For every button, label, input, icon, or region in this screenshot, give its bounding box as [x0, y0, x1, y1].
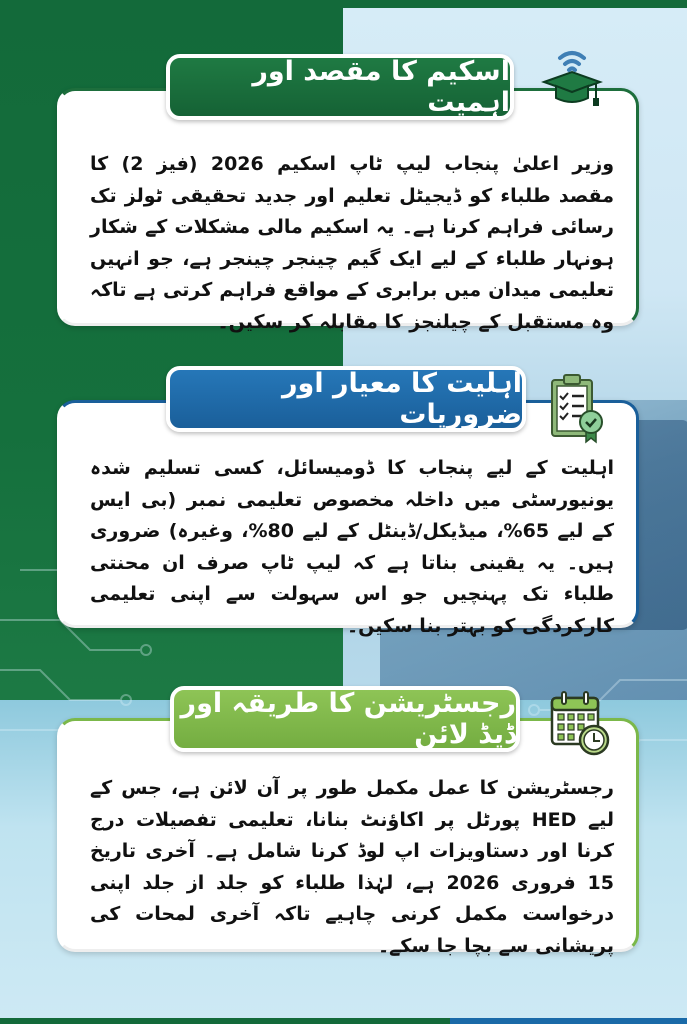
eligibility-title: اہلیت کا معیار اور ضروریات [282, 368, 522, 430]
footer-green-bar [0, 1018, 450, 1024]
eligibility-body-text: اہلیت کے لیے پنجاب کا ڈومیسائل، کسی تسلیم شدہ یونیورسٹی میں داخلہ مخصوص تعلیمی نمبر (بی ایس کے لیے 65%، میڈیکل/ڈینٹل کے لیے 80%، وغیرہ) ضروری ہیں۔ یہ یقینی بناتا ہے کہ لیپ ٹاپ صرف ان محنتی طلباء تک پہنچیں جو اس سہولت سے اپنی تعلیمی کارکردگی کو بہتر بنا سکیں۔ [90, 457, 615, 637]
clipboard-checklist-badge-icon [548, 372, 606, 444]
footer-blue-bar [450, 1018, 687, 1024]
top-green-strip [0, 0, 687, 8]
purpose-title-banner [166, 54, 514, 120]
registration-body-text: رجسٹریشن کا عمل مکمل طور پر آن لائن ہے، جس کے لیے HED پورٹل پر اکاؤنٹ بنانا، تعلیمی تفصیلات درج کرنا اور دستاویزات اپ لوڈ کرنا شامل ہے۔ آخری تاریخ 15 فروری 2026 ہے، لہٰذا طلباء کو جلد از جلد اپنی درخواست مکمل کرنی چاہیے تاکہ آخری لمحات کی پریشانی سے بچا جا سکے۔ [90, 777, 614, 957]
registration-title-banner [170, 686, 520, 752]
graduation-cap-wifi-icon [540, 44, 604, 108]
card-purpose [57, 88, 639, 333]
purpose-body-text: وزیر اعلیٰ پنجاب لیپ ٹاپ اسکیم 2026 (فیز 2) کا مقصد طلباء کو ڈیجیٹل تعلیم اور جدید تحقیقی ٹولز تک رسائی فراہم کرنا ہے۔ یہ اسکیم مالی مشکلات کے شکار ہونہار طلباء کے لیے ایک گیم چینجر چینجر ہے، جو انہیں تعلیمی میدان میں برابری کے مواقع فراہم کرتی ہے تاکہ وہ مستقبل کے چیلنجز کا مقابلہ کر سکیں۔ [90, 153, 615, 333]
eligibility-title-banner [166, 366, 526, 432]
purpose-title: اسکیم کا مقصد اور اہمیت [252, 56, 510, 118]
registration-title: رجسٹریشن کا طریقہ اور ڈیڈ لائن [180, 688, 516, 750]
calendar-clock-icon [548, 690, 612, 756]
